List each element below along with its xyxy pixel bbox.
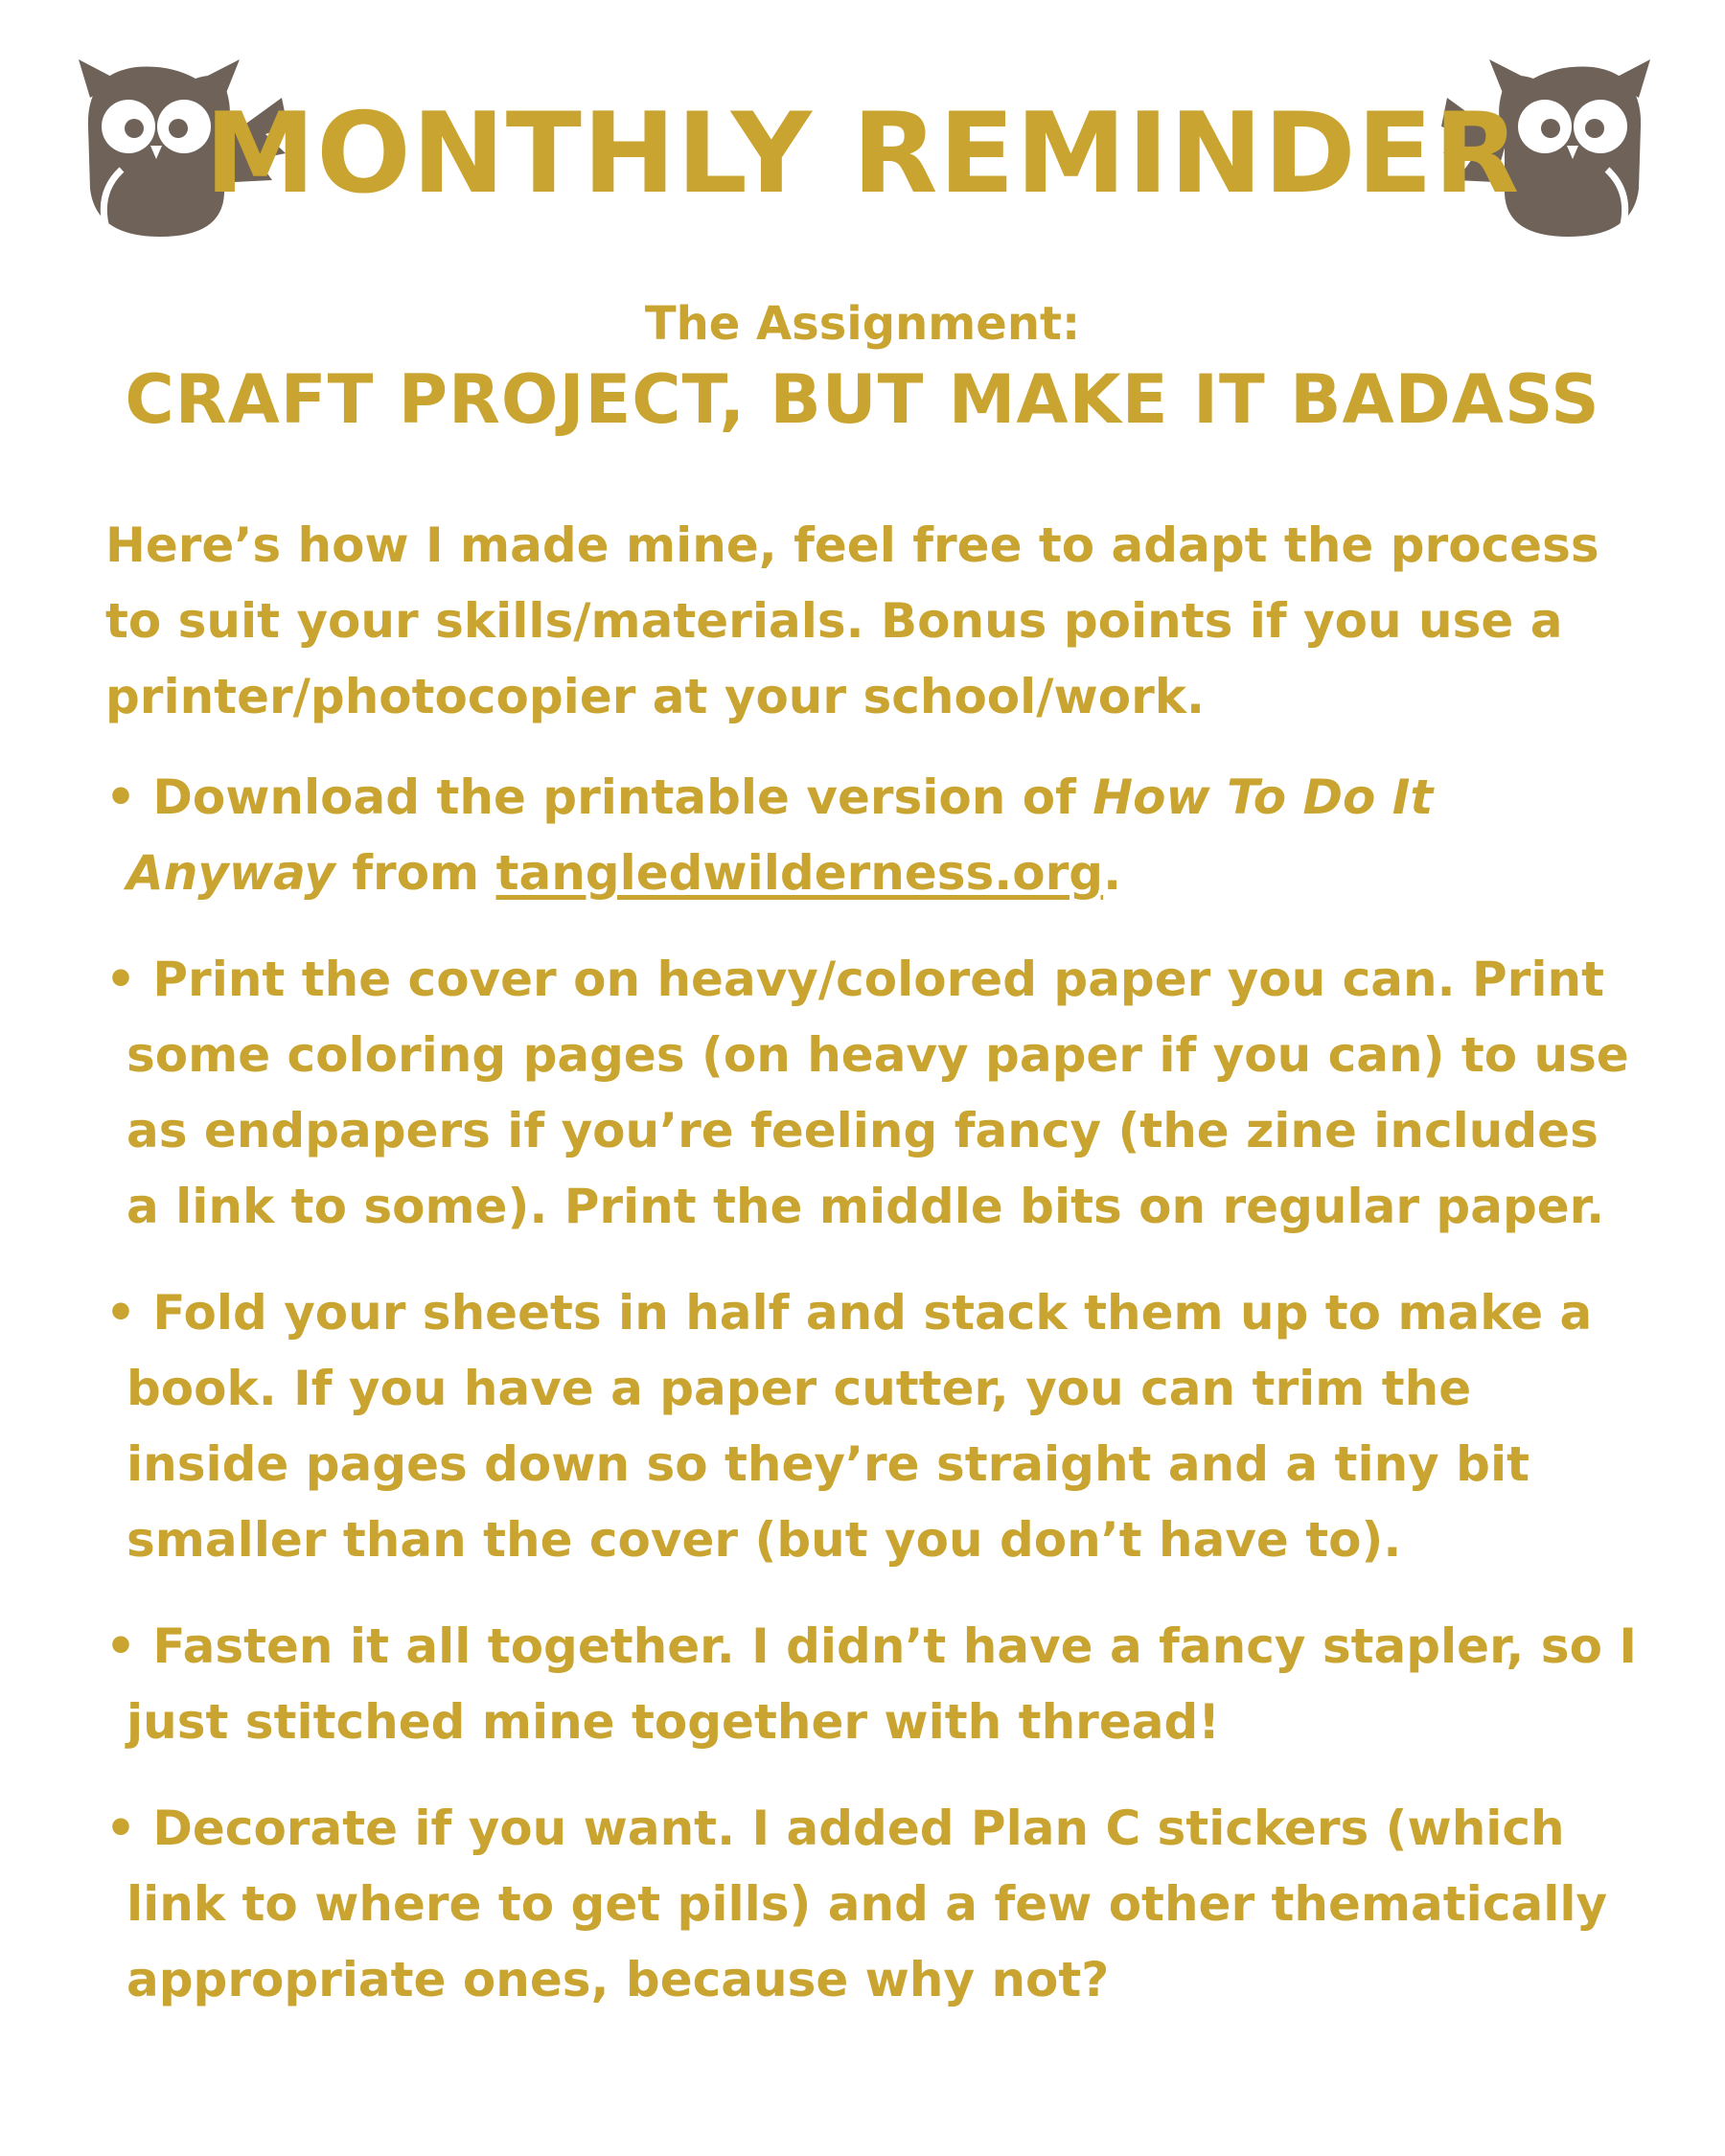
step-text: from (334, 845, 496, 901)
website-link[interactable]: tangledwilderness.org (495, 845, 1104, 901)
bullet: • (105, 952, 136, 1007)
bullet: • (105, 1618, 136, 1674)
bullet: • (105, 1800, 136, 1856)
step-item (105, 1275, 1639, 1578)
bullet: • (105, 1285, 136, 1341)
page-title: MONTHLY REMINDER (204, 89, 1521, 218)
step-text: Decorate if you want. I added Plan C stickers (which link to where to get pills) and a few other thematically appropriate ones, because why not? (126, 1800, 1608, 2007)
bullet: • (105, 769, 136, 825)
step-text: . (1103, 845, 1122, 901)
step-text: Print the cover on heavy/colored paper you can. Print some coloring pages (on heavy paper if you can) to use as endpapers if you’re feeling fancy (the zine includes a link to some). Print the middle bits on regular paper. (126, 952, 1629, 1234)
intro-paragraph: Here’s how I made mine, feel free to adapt the process to suit your skills/materials. Bonus points if you use a printer/photocopier at your school/work. (105, 517, 1599, 724)
assignment-kicker: The Assignment: (644, 297, 1081, 351)
assignment-title: CRAFT PROJECT, BUT MAKE IT BADASS (125, 360, 1600, 439)
step-text: Download the printable version of (152, 769, 1093, 825)
step-text: Fasten it all together. I didn’t have a fancy stapler, so I just stitched mine together with thread! (126, 1618, 1637, 1750)
step-item (105, 1609, 1639, 1760)
step-item (105, 1791, 1639, 2018)
step-item (105, 760, 1639, 911)
step-text: Fold your sheets in half and stack them up to make a book. If you have a paper cutter, you can trim the inside pages down so they’re straight and a tiny bit smaller than the cover (but you don’t have to). (126, 1285, 1593, 1568)
step-item (105, 942, 1639, 1245)
zine-title: How To Do It Anyway (126, 769, 1434, 901)
instructions (105, 508, 1639, 2049)
